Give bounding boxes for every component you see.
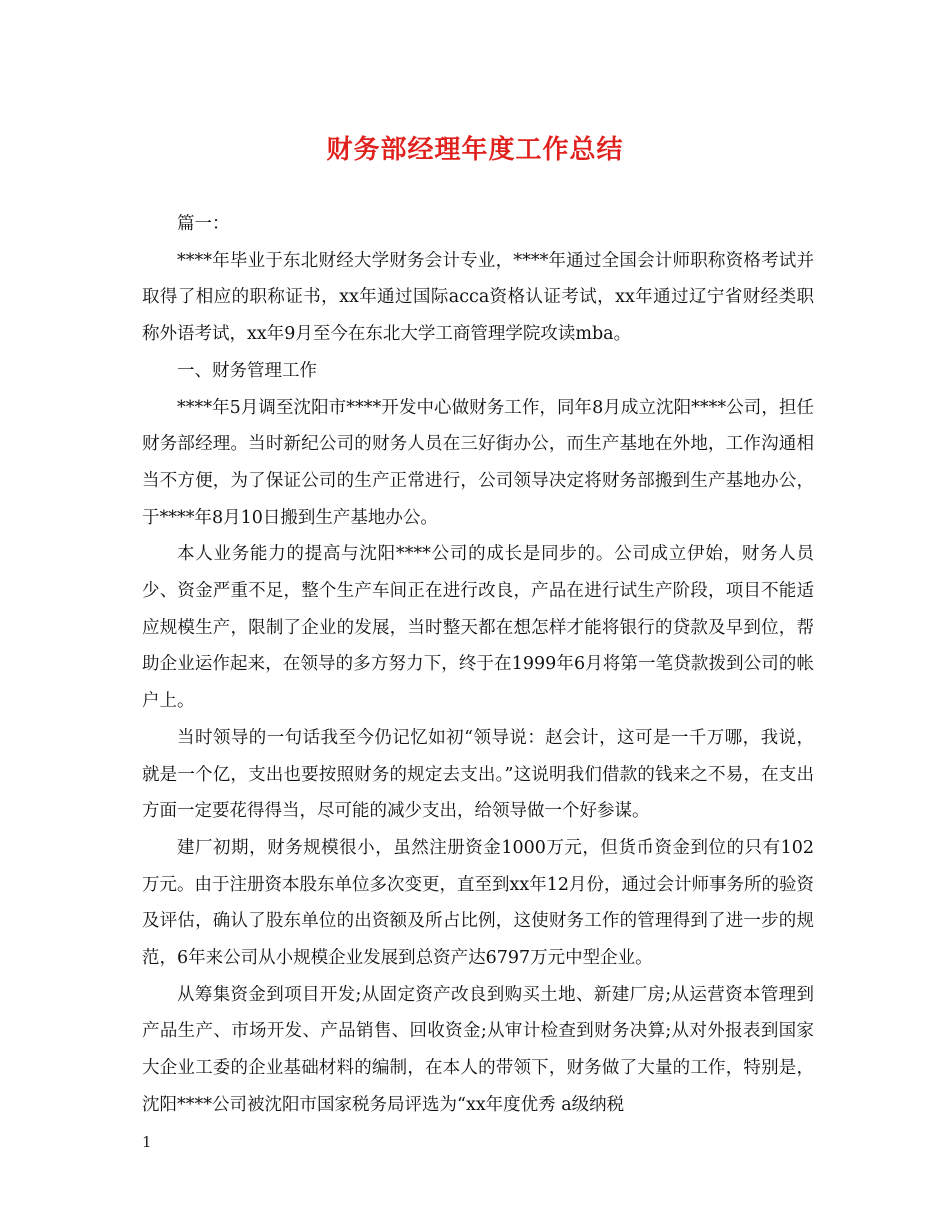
paragraph: ****年5月调至沈阳市****开发中心做财务工作，同年8月成立沈阳****公司，担任财务部经理。当时新纪公司的财务人员在三好街办公，而生产基地在外地，工作沟通相当不方便，为了保证公司的生产正常进行，公司领导决定将财务部搬到生产基地办公，于****年8月10日搬到生产基地办公。 (142, 397, 814, 528)
paragraph: 当时领导的一句话我至今仍记忆如初“领导说：赵会计，这可是一千万哪，我说，就是一个亿，支出也要按照财务的规定去支出。”这说明我们借款的钱来之不易，在支出方面一定要花得得当，尽可能的减少支出，给领导做一个好参谋。 (142, 727, 814, 822)
paragraph: 本人业务能力的提高与沈阳****公司的成长是同步的。公司成立伊始，财务人员少、资金严重不足，整个生产车间正在进行改良，产品在进行试生产阶段，项目不能适应规模生产，限制了企业的发展，当时整天都在想怎样才能将银行的贷款及早到位，帮助企业运作起来，在领导的多方努力下，终于在1999年6月将第一笔贷款拨到公司的帐户上。 (142, 544, 814, 712)
paragraph-background: ****年毕业于东北财经大学财务会计专业，****年通过全国会计师职称资格考试并取得了相应的职称证书，xx年通过国际acca资格认证考试，xx年通过辽宁省财经类职称外语考试，xx年9月至今在东北大学工商管理学院攻读mba。 (142, 250, 814, 345)
section-label: 篇一： (177, 214, 230, 234)
paragraph: 从筹集资金到项目开发;从固定资产改良到购买土地、新建厂房;从运营资本管理到产品生产、市场开发、产品销售、回收资金;从审计检查到财务决算;从对外报表到国家大企业工委的企业基础材料的编制，在本人的带领下，财务做了大量的工作，特别是，沈阳****公司被沈阳市国家税务局评选为“xx年度优秀 a级纳税 (142, 984, 814, 1115)
section-heading: 一、财务管理工作 (177, 360, 317, 381)
document-body (142, 206, 814, 1124)
page-number: 1 (142, 1133, 152, 1151)
document-title: 财务部经理年度工作总结 (326, 135, 624, 165)
paragraph: 建厂初期，财务规模很小，虽然注册资金1000万元，但货币资金到位的只有102万元。由于注册资本股东单位多次变更，直至到xx年12月份，通过会计师事务所的验资及评估，确认了股东单位的出资额及所占比例，这使财务工作的管理得到了进一步的规范，6年来公司从小规模企业发展到总资产达6797万元中型企业。 (142, 837, 815, 969)
